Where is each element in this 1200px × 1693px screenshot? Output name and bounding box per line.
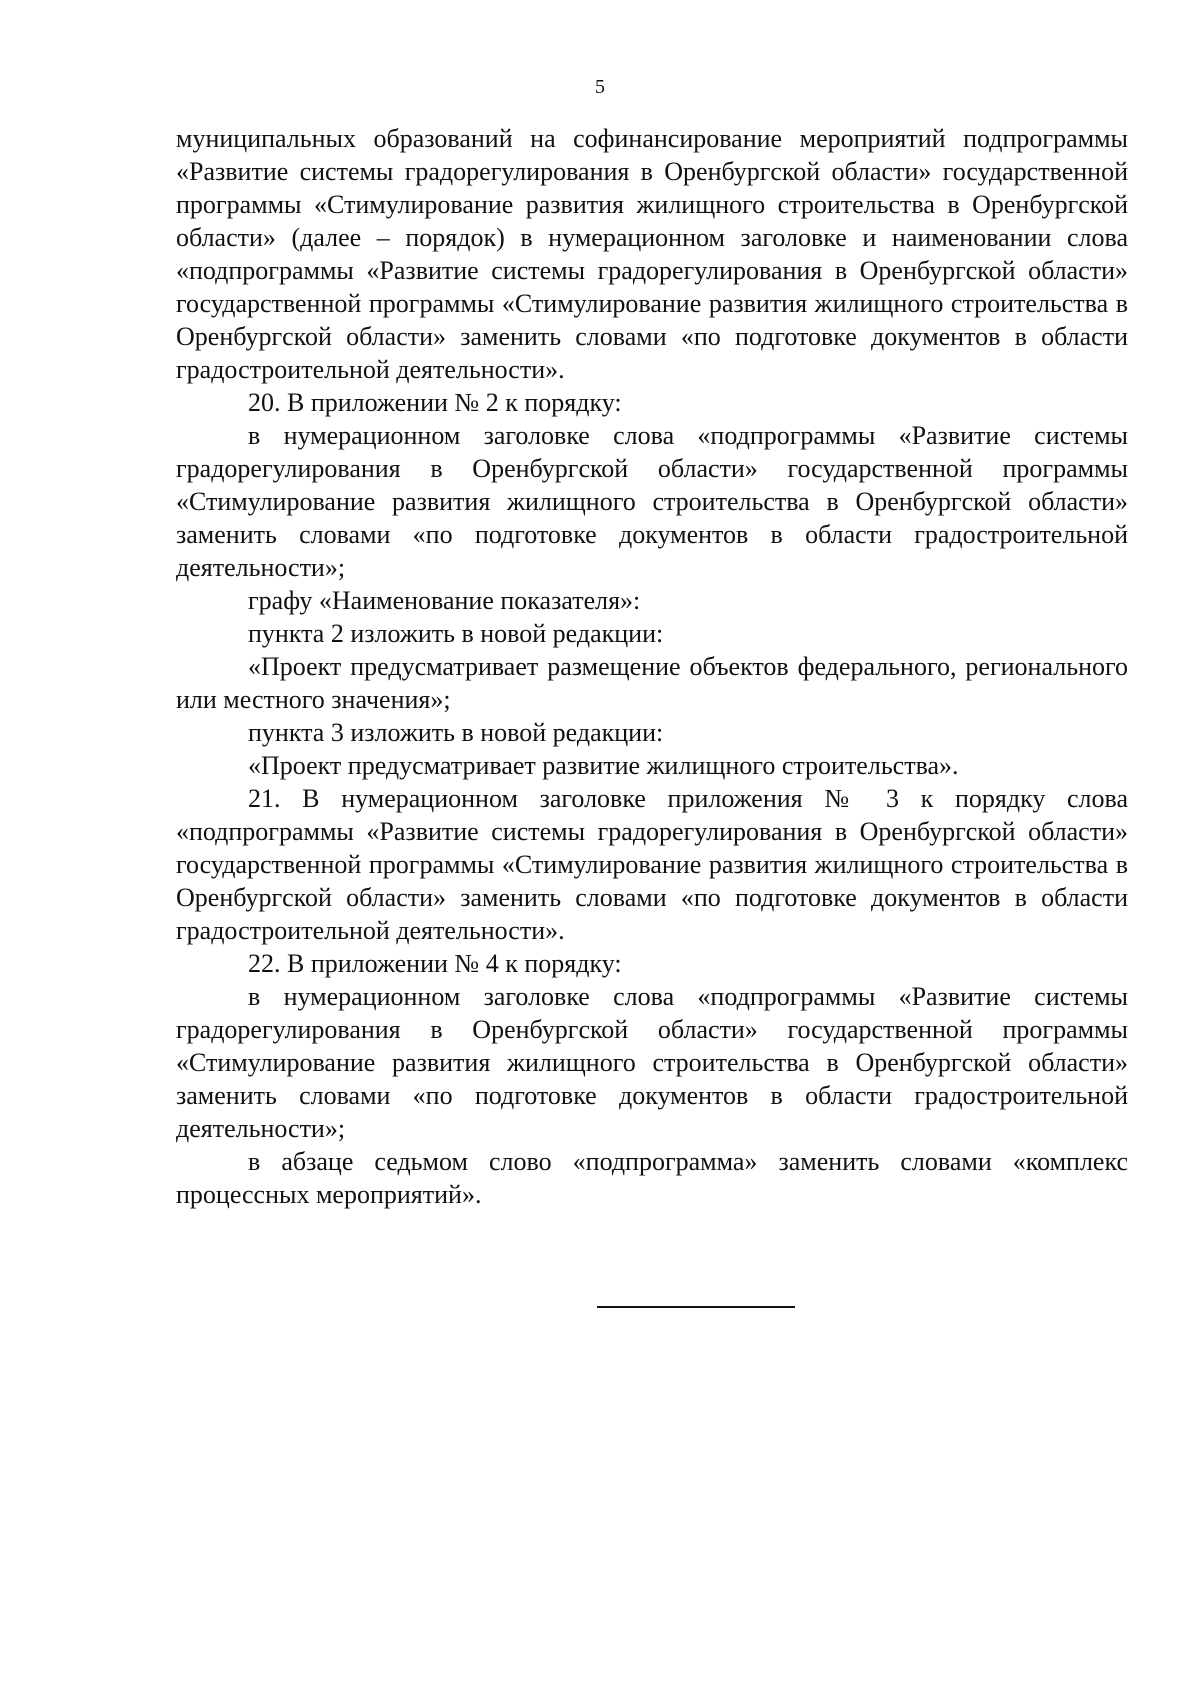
paragraph-item-20: 20. В приложении № 2 к порядку: <box>248 388 622 417</box>
paragraph-point-3-text: «Проект предусматривает развитие жилищного строительства». <box>248 751 959 780</box>
paragraph-item-21: 21. В нумерационном заголовке приложения № 3 к порядку слова «подпрограммы «Развитие системы градорегулирования в Оренбургской области» государственной программы «Стимулирование развития жилищного строительства в Оренбургской области» заменить словами «по подготовке документов в области градостроительной деятельности». <box>176 784 1128 945</box>
paragraph-point-3: пункта 3 изложить в новой редакции: <box>248 718 664 747</box>
paragraph-point-2-text: «Проект предусматривает размещение объектов федерального, регионального или местного значения»; <box>176 652 1128 714</box>
paragraph-item-20-heading-change: в нумерационном заголовке слова «подпрограммы «Развитие системы градорегулирования в Оренбургской области» государственной программы «Стимулирование развития жилищного строительства в Оренбургской области» заменить словами «по подготовке документов в области градостроительной деятельности»; <box>176 421 1128 582</box>
paragraph-item-22-seventh-clause: в абзаце седьмом слово «подпрограмма» заменить словами «комплекс процессных мероприятий». <box>176 1147 1128 1209</box>
paragraph-indicator-column: графу «Наименование показателя»: <box>248 586 641 615</box>
paragraph-point-2: пункта 2 изложить в новой редакции: <box>248 619 664 648</box>
end-of-document-rule <box>597 1306 795 1308</box>
document-body <box>176 122 1128 1211</box>
paragraph-item-22-heading-change: в нумерационном заголовке слова «подпрограммы «Развитие системы градорегулирования в Оренбургской области» государственной программы «Стимулирование развития жилищного строительства в Оренбургской области» заменить словами «по подготовке документов в области градостроительной деятельности»; <box>176 982 1128 1143</box>
paragraph-item-22: 22. В приложении № 4 к порядку: <box>248 949 622 978</box>
page-number: 5 <box>595 76 605 98</box>
paragraph-continuation: муниципальных образований на софинансирование мероприятий подпрограммы «Развитие системы градорегулирования в Оренбургской области» государственной программы «Стимулирование развития жилищного строительства в Оренбургской области» (далее – порядок) в нумерационном заголовке и наименовании слова «подпрограммы «Развитие системы градорегулирования в Оренбургской области» государственной программы «Стимулирование развития жилищного строительства в Оренбургской области» заменить словами «по подготовке документов в области градостроительной деятельности». <box>176 124 1128 384</box>
